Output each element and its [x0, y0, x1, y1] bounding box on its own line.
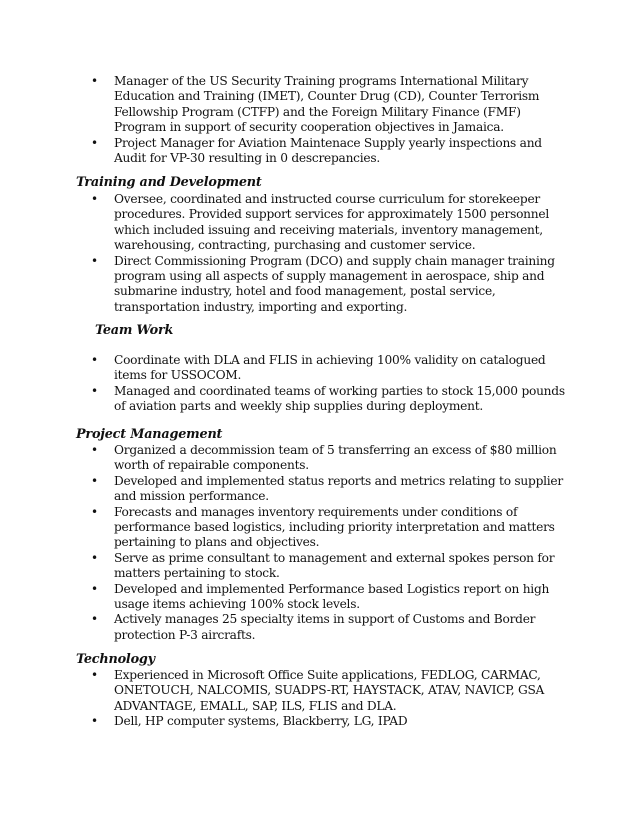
list-item: • Manager of the US Security Training programs International Military Education and Training (IMET), Counter Drug (CD), Counter Terrorism Fellowship Program (CTFP) and the Foreign Military Finance (FMF) Program in support of security cooperation objectives in Jamaica. [0, 74, 566, 136]
list-item: • Managed and coordinated teams of working parties to stock 15,000 pounds of aviation parts and weekly ship supplies during deployment. [0, 384, 566, 415]
list-item: • Oversee, coordinated and instructed course curriculum for storekeeper procedures. Provided support services for approximately 1500 personnel which included issuing and receiving materials, inventory management, warehousing, contracting, purchasing and customer service. [0, 192, 566, 254]
list-item: • Forecasts and manages inventory requirements under conditions of performance based logistics, including priority interpretation and matters pertaining to plans and objectives. [0, 505, 566, 551]
list-item: • Actively manages 25 specialty items in support of Customs and Border protection P-3 aircrafts. [0, 612, 566, 643]
list-item: • Direct Commissioning Program (DCO) and supply chain manager training program using all aspects of supply management in aerospace, ship and submarine industry, hotel and food management, postal service, transportation industry, importing and exporting. [0, 254, 566, 316]
list-item: • Project Manager for Aviation Maintenace Supply yearly inspections and Audit for VP-30 resulting in 0 descrepancies. [0, 136, 566, 167]
list-item: • Experienced in Microsoft Office Suite applications, FEDLOG, CARMAC, ONETOUCH, NALCOMIS, SUADPS-RT, HAYSTACK, ATAV, NAVICP, GSA ADVANTAGE, EMALL, SAP, ILS, FLIS and DLA. [0, 668, 566, 714]
technology-bullet-list [0, 668, 566, 730]
project-bullet-list [0, 443, 566, 643]
training-bullet-list [0, 192, 566, 315]
list-item: • Developed and implemented status reports and metrics relating to supplier and mission performance. [0, 474, 566, 505]
teamwork-heading: Team Work [95, 323, 174, 338]
list-item: • Coordinate with DLA and FLIS in achieving 100% validity on catalogued items for USSOCOM. [0, 353, 566, 384]
list-item: • Organized a decommission team of 5 transferring an excess of $80 million worth of repairable components. [0, 443, 566, 474]
list-item: • Developed and implemented Performance based Logistics report on high usage items achieving 100% stock levels. [0, 582, 566, 613]
training-heading: Training and Development [76, 175, 262, 190]
list-item: • Serve as prime consultant to management and external spokes person for matters pertaining to stock. [0, 551, 566, 582]
teamwork-bullet-list [0, 353, 566, 415]
project-management-heading: Project Management [76, 427, 223, 442]
technology-heading: Technology [76, 652, 155, 667]
list-item: • Dell, HP computer systems, Blackberry, LG, IPAD [0, 714, 566, 729]
intro-bullet-list [0, 74, 566, 166]
